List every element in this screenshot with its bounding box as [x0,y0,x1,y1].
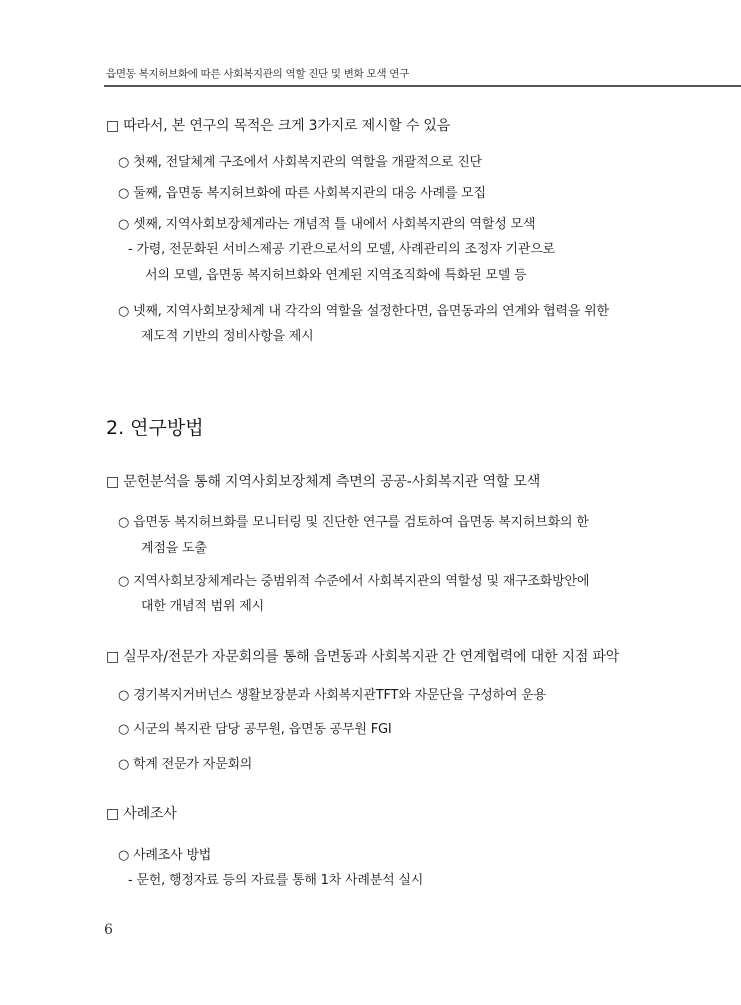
method-3-item-1-sub: - 문헌, 행정자료 등의 자료를 통해 1차 사례분석 실시 [128,873,424,888]
header-rule [104,85,741,87]
purpose-item-3-sub-line-2: 서의 모델, 읍면동 복지허브화와 연계된 지역조직화에 특화된 모델 등 [145,268,527,283]
method-2-lead: □ 실무자/전문가 자문회의를 통해 읍면동과 사회복지관 간 연계협력에 대한 지점 파악 [106,649,620,665]
page-number: 6 [104,922,113,938]
method-2-item-2: ○ 시군의 복지관 담당 공무원, 읍면동 공무원 FGI [118,722,392,737]
method-1-item-1-line-2: 계점을 도출 [141,541,207,556]
purpose-lead: □ 따라서, 본 연구의 목적은 크게 3가지로 제시할 수 있음 [106,118,451,134]
running-title: 읍면동 복지허브화에 따른 사회복지관의 역할 진단 및 변화 모색 연구 [106,68,409,80]
method-3-item-1: ○ 사례조사 방법 [118,848,212,863]
purpose-item-1: ○ 첫째, 전달체계 구조에서 사회복지관의 역할을 개괄적으로 진단 [118,155,482,170]
method-1-item-1-line-1: ○ 읍면동 복지허브화를 모니터링 및 진단한 연구를 검토하여 읍면동 복지허브화의 한 [118,515,589,530]
purpose-item-2: ○ 둘째, 읍면동 복지허브화에 따른 사회복지관의 대응 사례를 모집 [118,186,486,201]
method-1-item-2-line-1: ○ 지역사회보장체계라는 중범위적 수준에서 사회복지관의 역할성 및 재구조화방안에 [118,574,590,589]
method-1-lead: □ 문헌분석을 통해 지역사회보장체계 측면의 공공-사회복지관 역할 모색 [106,474,541,490]
method-3-lead: □ 사례조사 [106,806,177,822]
method-2-item-1: ○ 경기복지거버넌스 생활보장분과 사회복지관TFT와 자문단을 구성하여 운용 [118,688,547,703]
purpose-item-3-sub-line-1: - 가령, 전문화된 서비스제공 기관으로서의 모델, 사례관리의 조정자 기관으로 [128,242,555,257]
purpose-item-4-line-2: 제도적 기반의 정비사항을 제시 [141,329,314,344]
section-title: 2. 연구방법 [106,417,204,439]
method-1-item-2-line-2: 대한 개념적 범위 제시 [141,599,265,614]
purpose-item-3: ○ 셋째, 지역사회보장체계라는 개념적 틀 내에서 사회복지관의 역할성 모색 [118,217,536,232]
purpose-item-4-line-1: ○ 넷째, 지역사회보장체계 내 각각의 역할을 설정한다면, 읍면동과의 연계와 협력을 위한 [118,304,609,319]
method-2-item-3: ○ 학계 전문가 자문회의 [118,757,253,772]
